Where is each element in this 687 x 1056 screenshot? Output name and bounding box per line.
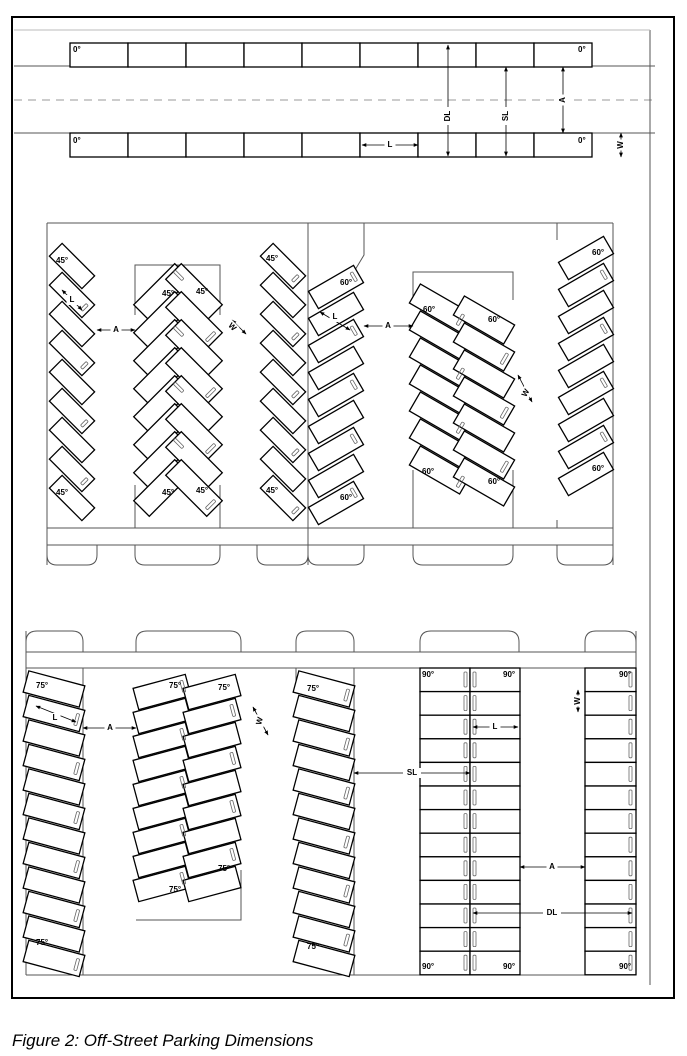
angle-label: 75°	[36, 938, 49, 948]
dimension-label: A	[385, 321, 391, 331]
parking-stall	[420, 762, 470, 786]
angle-label: 45°	[266, 254, 279, 264]
parking-stall	[470, 786, 520, 810]
curb	[585, 631, 636, 652]
curb	[413, 545, 513, 565]
parking-stall	[420, 786, 470, 810]
angle-label: 45°	[162, 488, 175, 498]
dimension-label: L	[492, 722, 498, 732]
parking-stall	[420, 810, 470, 834]
parallel-stall	[476, 43, 534, 67]
parking-stall	[470, 857, 520, 881]
dimension-label: SL	[406, 768, 418, 778]
parking-stall	[585, 762, 636, 786]
dimension-label: L	[69, 295, 75, 305]
angle-label: 45°	[266, 486, 279, 496]
parallel-stall	[244, 133, 302, 157]
angle-label: 45°	[196, 486, 209, 496]
parking-stall	[420, 904, 470, 928]
angle-label: 90°	[503, 962, 516, 972]
dimension-label: W	[616, 141, 626, 149]
parking-stall	[420, 739, 470, 763]
angle-label: 60°	[592, 248, 605, 258]
parking-stall	[585, 739, 636, 763]
angle-label: 60°	[422, 467, 435, 477]
angle-label: 75°	[36, 681, 49, 691]
curb	[420, 631, 519, 652]
parking-stall	[585, 833, 636, 857]
angle-label: 0°	[578, 136, 586, 146]
parallel-stall	[128, 133, 186, 157]
dimension-label: L	[332, 312, 338, 322]
dimension-label: SL	[501, 110, 511, 122]
dimension-label: DL	[443, 110, 453, 122]
curb	[47, 545, 97, 565]
angle-label: 75°	[307, 684, 320, 694]
angle-label: 45°	[56, 256, 69, 266]
dimension-label: L	[52, 713, 58, 723]
parallel-stall	[476, 133, 534, 157]
parking-stall	[470, 880, 520, 904]
parking-stall	[585, 715, 636, 739]
dimension-label: A	[549, 862, 555, 872]
parking-stall	[470, 692, 520, 716]
angle-label: 60°	[340, 278, 353, 288]
curb	[257, 545, 308, 565]
angle-label: 75°	[218, 683, 231, 693]
parking-stall	[470, 810, 520, 834]
angle-label: 90°	[503, 670, 516, 680]
angle-label: 75°	[169, 885, 182, 895]
angle-label: 0°	[578, 45, 586, 55]
angle-label: 60°	[340, 493, 353, 503]
angle-label: 60°	[488, 315, 501, 325]
curb	[557, 545, 613, 565]
parking-stall	[585, 904, 636, 928]
parking-stall	[585, 692, 636, 716]
angle-label: 75°	[169, 681, 182, 691]
parallel-stall	[244, 43, 302, 67]
parallel-stall	[418, 133, 476, 157]
parking-stall	[420, 928, 470, 952]
angle-label: 75°	[307, 942, 320, 952]
figure-caption: Figure 2: Off-Street Parking Dimensions	[12, 1031, 314, 1050]
dimension-label: W	[226, 320, 239, 333]
parallel-stall	[186, 43, 244, 67]
parking-stall	[420, 857, 470, 881]
parking-stall	[470, 833, 520, 857]
parking-stall	[420, 692, 470, 716]
parallel-stall	[418, 43, 476, 67]
dimension-label: L	[387, 140, 393, 150]
dimension-label: A	[558, 97, 568, 103]
angle-label: 45°	[196, 287, 209, 297]
parking-stall	[585, 786, 636, 810]
angle-label: 90°	[422, 962, 435, 972]
parking-stall	[470, 762, 520, 786]
angle-label: 0°	[73, 45, 81, 55]
parking-stall	[470, 928, 520, 952]
parallel-stall	[302, 133, 360, 157]
angle-label: 45°	[162, 289, 175, 299]
angle-label: 90°	[422, 670, 435, 680]
angle-label: 90°	[619, 670, 632, 680]
dimension-label: W	[519, 387, 532, 399]
dimension-label: W	[254, 716, 265, 726]
curb	[26, 631, 83, 652]
curb	[135, 545, 220, 565]
parallel-stall	[360, 43, 418, 67]
parking-stall	[585, 928, 636, 952]
angle-label: 90°	[619, 962, 632, 972]
angle-label: 60°	[488, 477, 501, 487]
angle-label: 45°	[56, 488, 69, 498]
curb	[136, 631, 241, 652]
parallel-stall	[186, 133, 244, 157]
parking-stall	[420, 833, 470, 857]
curb	[308, 223, 364, 270]
angle-label: 60°	[592, 464, 605, 474]
dimension-label: DL	[546, 908, 558, 918]
angle-label: 75°	[218, 864, 231, 874]
parking-stall	[420, 880, 470, 904]
angle-label: 60°	[423, 305, 436, 315]
curb	[308, 545, 364, 565]
angle-label: 0°	[73, 136, 81, 146]
parking-stall	[470, 904, 520, 928]
parallel-stall	[302, 43, 360, 67]
dimension-label: A	[107, 723, 113, 733]
curb	[296, 631, 354, 652]
parking-stall	[585, 857, 636, 881]
dimension-label: A	[113, 325, 119, 335]
parking-stall	[585, 810, 636, 834]
parking-stall	[585, 880, 636, 904]
parallel-stall	[128, 43, 186, 67]
parking-stall	[420, 715, 470, 739]
parking-stall	[470, 739, 520, 763]
dimension-label: W	[573, 697, 583, 705]
